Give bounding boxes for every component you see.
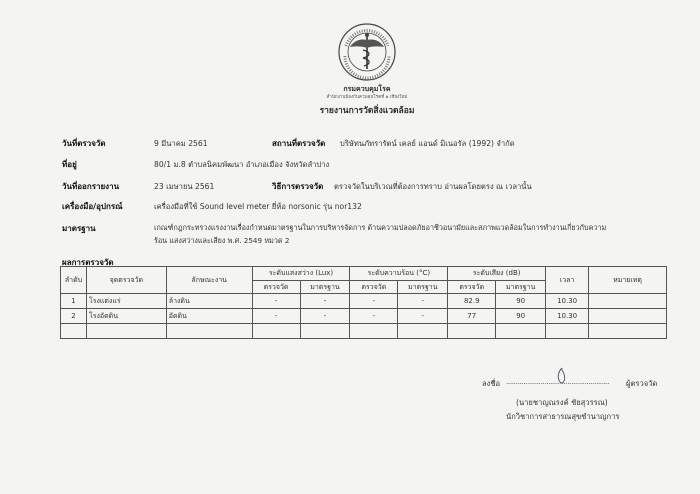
place-value: บริษัทนภัทรารัตน์ เคลย์ แอนด์ มิเนอรัล (1992) จำกัด — [340, 139, 515, 148]
noise-standard-header: มาตรฐาน — [496, 281, 546, 294]
method-label: วิธีการตรวจวัด — [272, 182, 324, 191]
row-point: โรงแต่งแร่ — [86, 294, 166, 309]
row-heat-measured: - — [350, 294, 398, 309]
heat-standard-header: มาตรฐาน — [398, 281, 448, 294]
row-light-standard: - — [300, 309, 350, 324]
signer-position: นักวิชาการสาธารณสุขชำนาญการ — [506, 412, 620, 421]
row-point: โรงอัดดิน — [86, 309, 166, 324]
row-light-measured: - — [252, 294, 300, 309]
heat-group-header: ระดับความร้อน (°C) — [350, 267, 448, 281]
report-date-label: วันที่ออกรายงาน — [62, 182, 120, 191]
place-label: สถานที่ตรวจวัด — [272, 139, 326, 148]
date-value: 9 มีนาคม 2561 — [154, 139, 208, 148]
row-time: 10.30 — [546, 309, 589, 324]
standard-value-line2: ร้อน แสงสว่างและเสียง พ.ศ. 2549 หมวด 2 — [154, 236, 290, 245]
address-label: ที่อยู่ — [62, 160, 77, 169]
row-no: 1 — [61, 294, 87, 309]
table-row — [61, 309, 667, 324]
row-noise-measured: 82.9 — [448, 294, 496, 309]
sign-label: ลงชื่อ — [482, 379, 501, 388]
col-time-header: เวลา — [546, 267, 589, 294]
noise-measured-header: ตรวจวัด — [448, 281, 496, 294]
col-note-header: หมายเหตุ — [589, 267, 667, 294]
row-no: 2 — [61, 309, 87, 324]
row-time: 10.30 — [546, 294, 589, 309]
table-row-empty — [61, 324, 667, 339]
row-heat-measured: - — [350, 309, 398, 324]
row-heat-standard: - — [398, 309, 448, 324]
department-name: กรมควบคุมโรค — [343, 85, 391, 93]
light-measured-header: ตรวจวัด — [252, 281, 300, 294]
row-note — [589, 294, 667, 309]
row-noise-standard: 90 — [496, 309, 546, 324]
role-suffix: ผู้ตรวจวัด — [626, 379, 658, 388]
col-point-header: จุดตรวจวัด — [86, 267, 166, 294]
report-title: รายงานการวัดสิ่งแวดล้อม — [319, 106, 415, 116]
row-nature: อัดดิน — [166, 309, 252, 324]
signer-name: (นายชาญณรงค์ ชัยสุวรรณ) — [516, 398, 608, 407]
ministry-seal-logo — [337, 22, 397, 82]
address-value: 80/1 ม.8 ตำบลนิคมพัฒนา อำเภอเมือง จังหวัดลำปาง — [154, 160, 330, 169]
col-nature-header: ลักษณะงาน — [166, 267, 252, 294]
light-group-header: ระดับแสงสว่าง (Lux) — [252, 267, 350, 281]
method-value: ตรวจวัดในบริเวณที่ต้องการทราบ อ่านผลโดยตรง ณ เวลานั้น — [334, 182, 532, 191]
office-name: สำนักงานป้องกันควบคุมโรคที่ ๑ เชียงใหม่ — [326, 95, 408, 100]
row-light-standard: - — [300, 294, 350, 309]
row-nature: ล้างดิน — [166, 294, 252, 309]
table-row — [61, 294, 667, 309]
handwritten-signature — [540, 366, 578, 388]
light-standard-header: มาตรฐาน — [300, 281, 350, 294]
row-heat-standard: - — [398, 294, 448, 309]
noise-group-header: ระดับเสียง (dB) — [448, 267, 546, 281]
date-label: วันที่ตรวจวัด — [62, 139, 106, 148]
row-light-measured: - — [252, 309, 300, 324]
standard-label: มาตรฐาน — [62, 224, 96, 233]
results-table — [60, 266, 667, 339]
tool-label: เครื่องมือ/อุปกรณ์ — [62, 202, 123, 211]
row-noise-measured: 77 — [448, 309, 496, 324]
tool-value: เครื่องมือที่ใช้ Sound level meter ยี่ห้อ norsonic รุ่น nor132 — [154, 202, 362, 211]
heat-measured-header: ตรวจวัด — [350, 281, 398, 294]
report-date-value: 23 เมษายน 2561 — [154, 182, 215, 191]
results-heading: ผลการตรวจวัด — [62, 258, 114, 267]
row-noise-standard: 90 — [496, 294, 546, 309]
col-no-header: ลำดับ — [61, 267, 87, 294]
row-note — [589, 309, 667, 324]
standard-value-line1: เกณฑ์กฎกระทรวงแรงงานเรื่องกำหนดมาตรฐานในการบริหารจัดการ ด้านความปลอดภัยอาชีวอนามัยและสภาพแวดล้อมในการทำงานเกี่ยวกับความ — [154, 223, 607, 232]
sign-dotted-line: ...................................................... — [506, 377, 610, 386]
